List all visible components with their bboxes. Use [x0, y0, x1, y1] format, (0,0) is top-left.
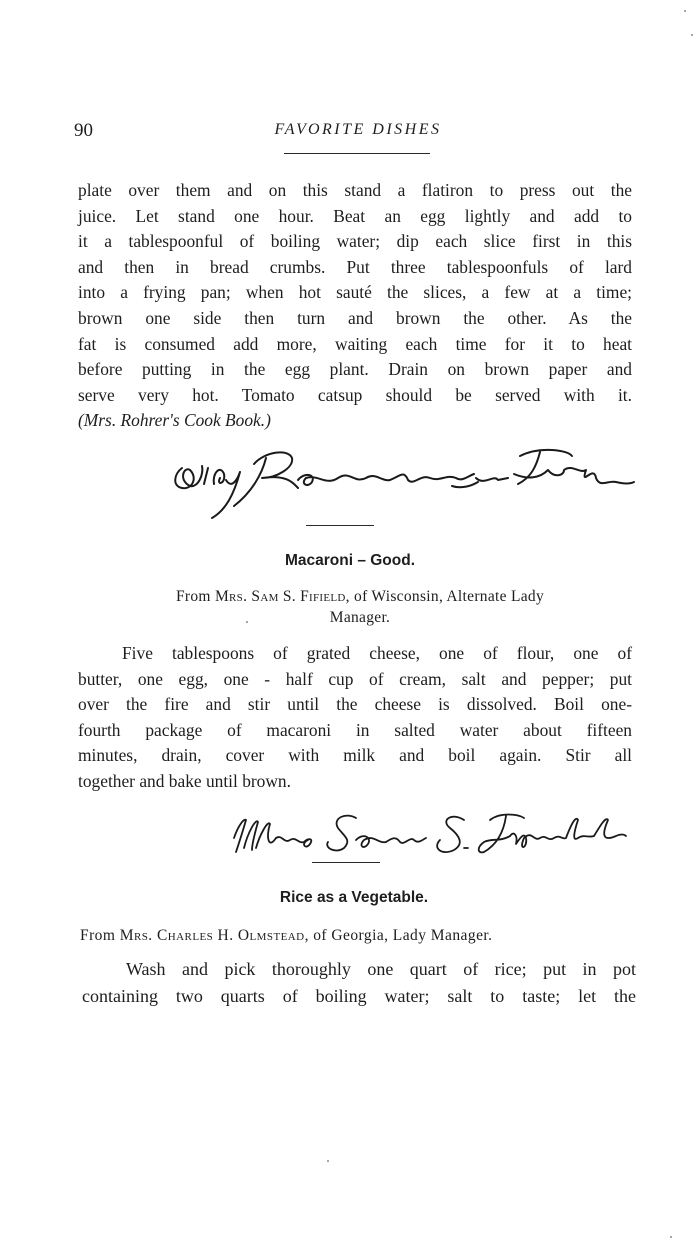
running-head: FAVORITE DISHES: [274, 121, 442, 138]
text-line: over the fire and stir until the cheese is dissolved. Boil one-: [78, 694, 632, 715]
recipe-body-macaroni: [78, 641, 632, 795]
text-line: minutes, drain, cover with milk and boil again. Stir all: [78, 745, 632, 766]
attribution-line2: Manager.: [329, 609, 391, 626]
scan-speck: [327, 1160, 329, 1162]
recipe-title-macaroni: Macaroni – Good.: [284, 552, 416, 569]
attribution-prefix: From: [80, 927, 120, 944]
recipe-title-rice: Rice as a Vegetable.: [279, 889, 429, 906]
scan-speck: [246, 621, 248, 623]
attribution-name: Mrs. Sam S. Fifield,: [214, 588, 350, 605]
text-line: fat is consumed add more, waiting each time for it to heat: [78, 333, 632, 354]
recipe-attribution-rice: [80, 925, 640, 946]
scan-speck: [684, 10, 686, 12]
section-divider: [312, 862, 380, 863]
text-line: butter, one egg, one - half cup of cream, salt and pepper; put: [78, 668, 632, 689]
header-rule: [284, 153, 430, 154]
citation: (Mrs. Rohrer's Cook Book.): [78, 410, 271, 431]
scan-speck: [691, 34, 693, 36]
eggplant-recipe-continued: [78, 178, 632, 434]
text-line: and then in bread crumbs. Put three tablespoonfuls of lard: [78, 256, 632, 277]
text-line: into a frying pan; when hot sauté the slices, a few at a time;: [78, 282, 632, 303]
signature-mrs-sam-s-fifield: [228, 808, 628, 858]
text-line: juice. Let stand one hour. Beat an egg lightly and add to: [78, 205, 632, 226]
text-line: serve very hot. Tomato catsup should be served with it.: [78, 384, 632, 405]
text-line: containing two quarts of boiling water; salt to taste; let the: [82, 986, 636, 1006]
attribution-name: Mrs. Charles H. Olmstead,: [119, 927, 309, 944]
text-line: together and bake until brown.: [78, 770, 291, 791]
attribution-suffix: of Wisconsin, Alternate Lady: [349, 588, 545, 605]
text-line: plate over them and on this stand a flatiron to press out the: [78, 180, 632, 200]
text-line: before putting in the egg plant. Drain on brown paper and: [78, 359, 632, 380]
page-number: 90: [74, 120, 93, 141]
text-line: Five tablespoons of grated cheese, one of flour, one of: [122, 643, 632, 663]
attribution-suffix: of Georgia, Lady Manager.: [308, 927, 493, 944]
attribution-prefix: From: [175, 588, 215, 605]
text-line: fourth package of macaroni in salted water about fifteen: [78, 719, 632, 740]
text-line: it a tablespoonful of boiling water; dip each slice first in this: [78, 231, 632, 252]
recipe-body-rice: [82, 956, 636, 1010]
scan-speck: [670, 1236, 672, 1238]
recipe-attribution-macaroni: [80, 586, 640, 628]
text-line: Wash and pick thoroughly one quart of rice; put in pot: [126, 959, 636, 979]
section-divider: [306, 525, 374, 526]
text-line: brown one side then turn and brown the other. As the: [78, 307, 632, 328]
page-header: [74, 120, 634, 144]
signature-lily-rosecrans-toole: [168, 444, 638, 522]
